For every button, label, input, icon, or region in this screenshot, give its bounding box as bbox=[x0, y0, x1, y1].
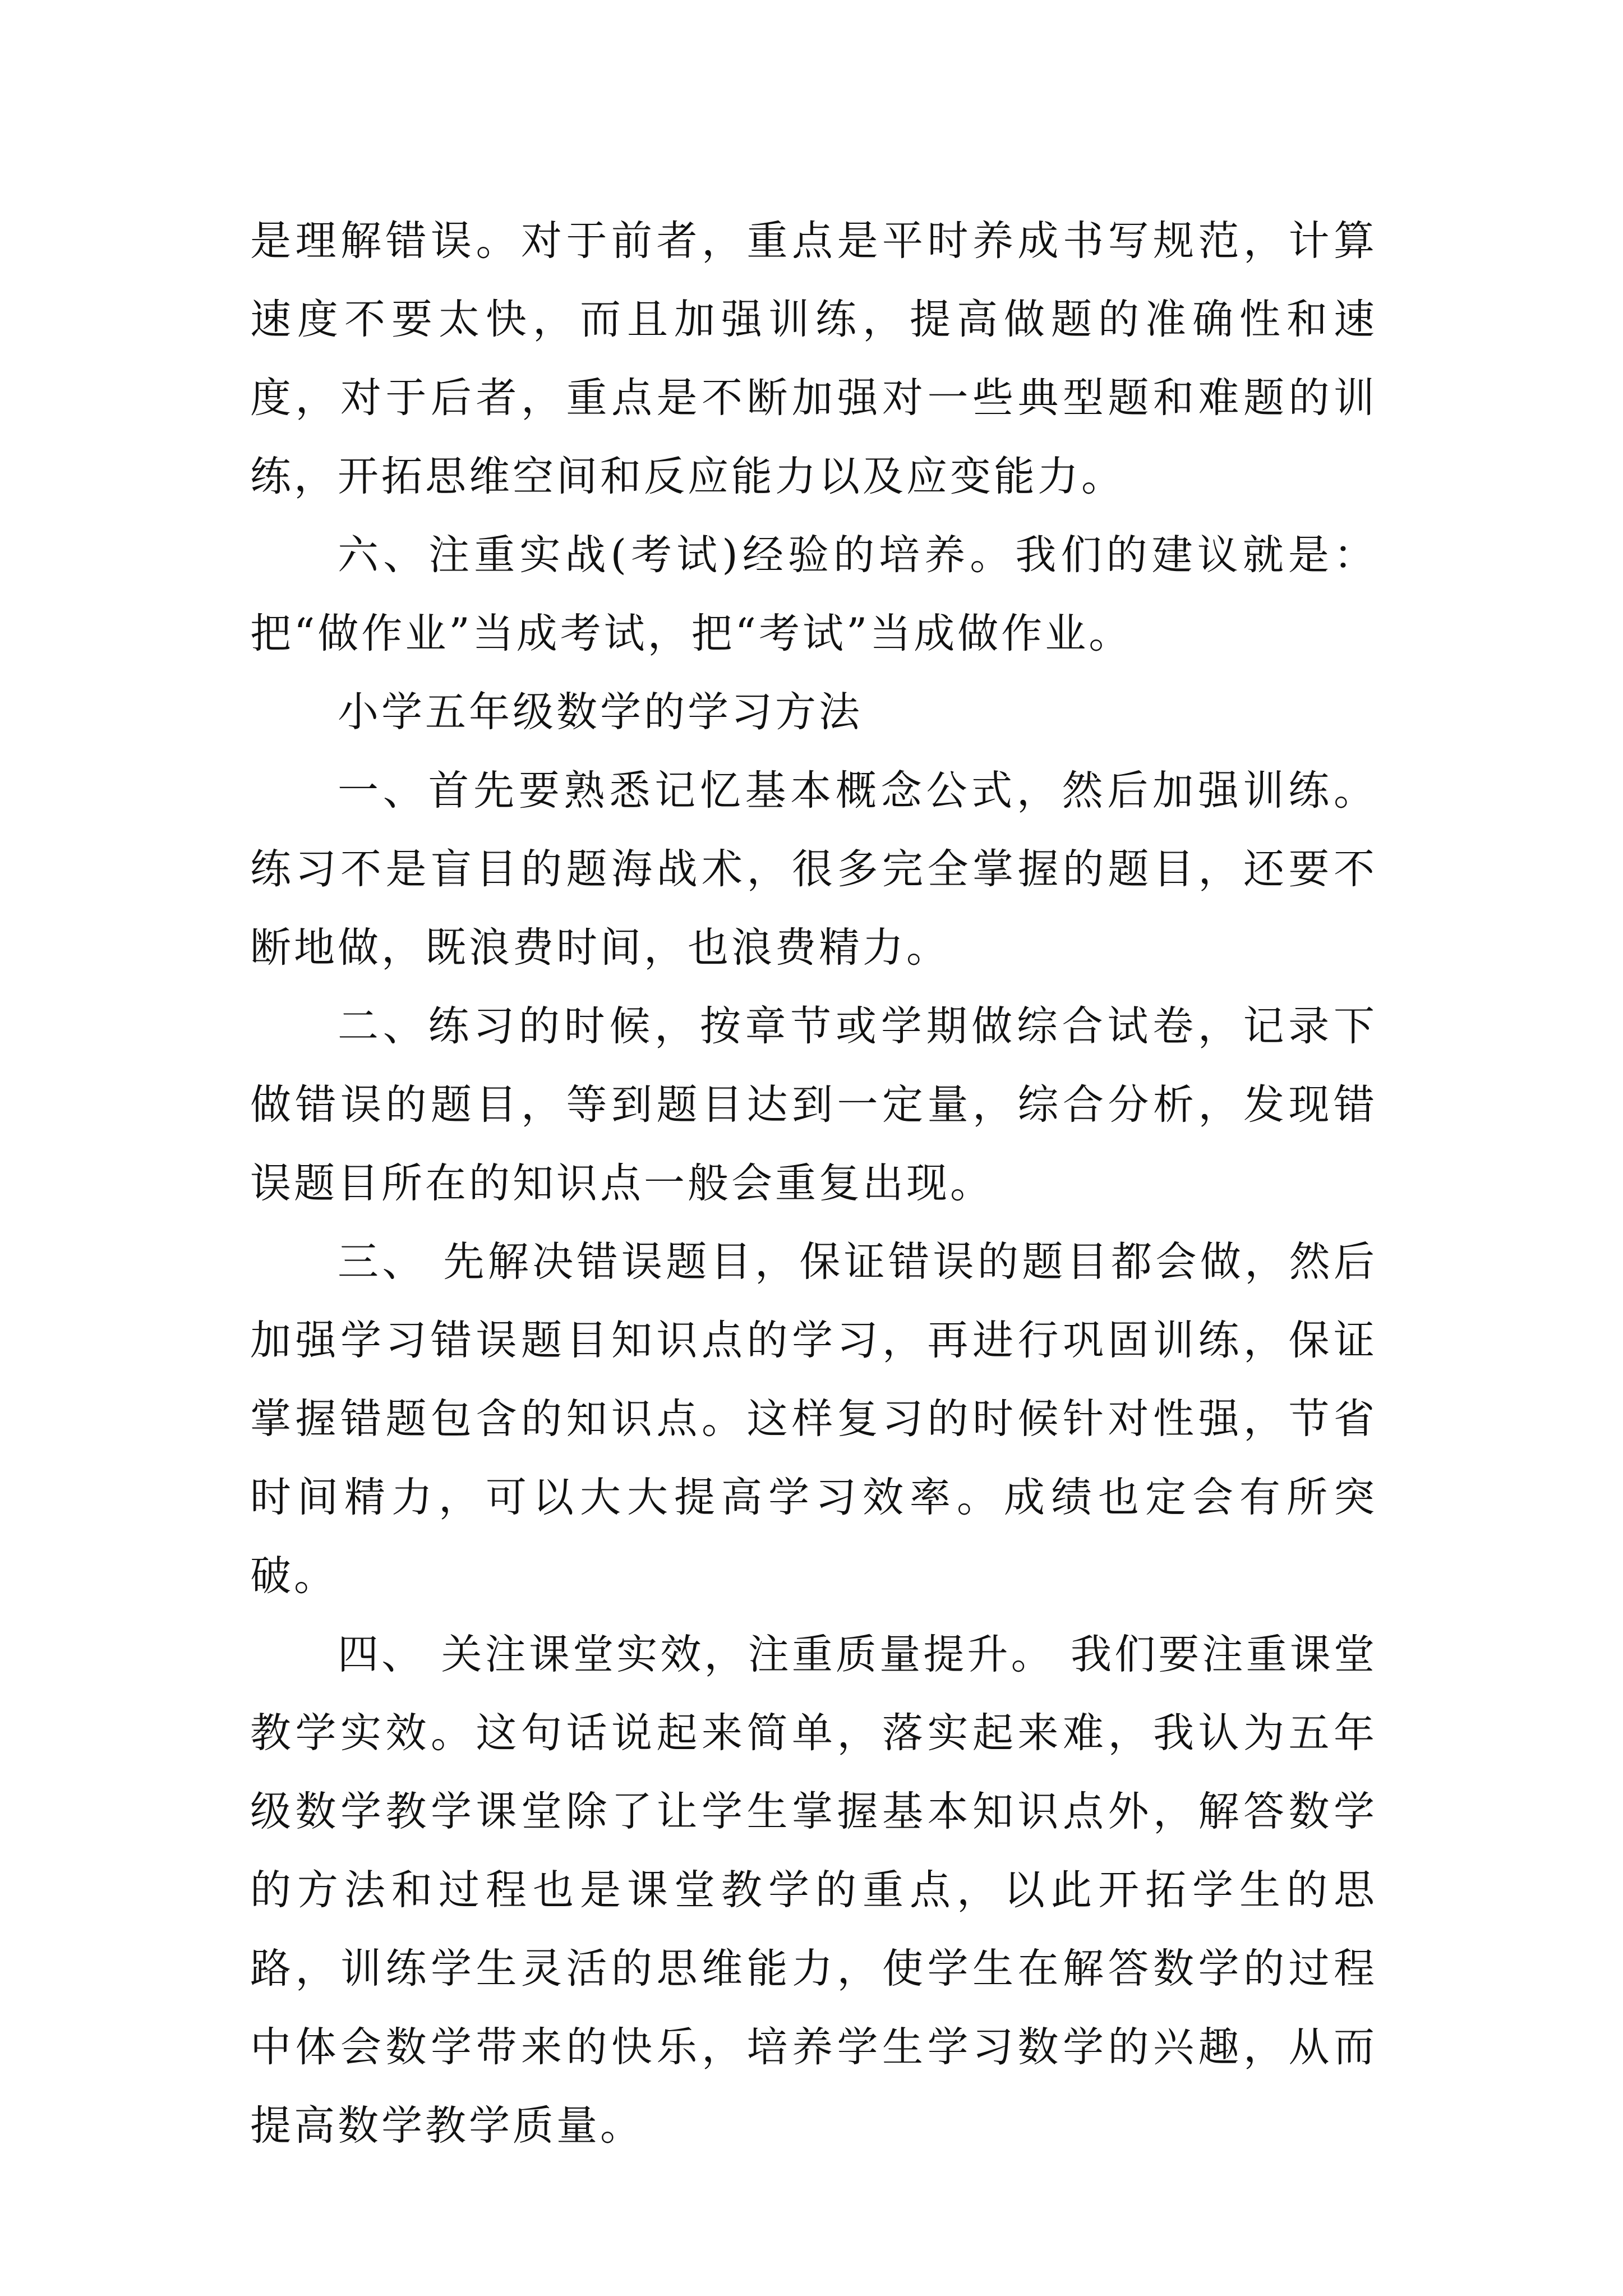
paragraph-point-six: 六、注重实战(考试)经验的培养。我们的建议就是：把“做作业”当成考试，把“考试”当成做作业。 bbox=[250, 531, 1377, 657]
paragraph-point-four: 四、 关注课堂实效，注重质量提升。 我们要注重课堂教学实效。这句话说起来简单，落实起来难，我认为五年级数学教学课堂除了让学生掌握基本知识点外，解答数学的方法和过程也是课堂教学的重点，以此开拓学生的思路，训练学生灵活的思维能力，使学生在解答数学的过程中体会数学带来的快乐，培养学生学习数学的兴趣，从而提高数学教学质量。 bbox=[250, 1631, 1377, 2150]
paragraph-continuation: 是理解错误。对于前者，重点是平时养成书写规范，计算速度不要太快，而且加强训练，提高做题的准确性和速度，对于后者，重点是不断加强对一些典型题和难题的训练，开拓思维空间和反应能力以及应变能力。 bbox=[250, 217, 1377, 500]
paragraph-point-three: 三、 先解决错误题目，保证错误的题目都会做，然后加强学习错误题目知识点的学习，再进行巩固训练，保证掌握错题包含的知识点。这样复习的时候针对性强，节省时间精力，可以大大提高学习效率。成绩也定会有所突破。 bbox=[250, 1238, 1377, 1600]
paragraph-point-two: 二、练习的时候，按章节或学期做综合试卷，记录下做错误的题目，等到题目达到一定量，综合分析，发现错误题目所在的知识点一般会重复出现。 bbox=[250, 1002, 1377, 1207]
document-body bbox=[250, 202, 1377, 2165]
paragraph-point-one: 一、首先要熟悉记忆基本概念公式，然后加强训练。练习不是盲目的题海战术，很多完全掌握的题目，还要不断地做，既浪费时间，也浪费精力。 bbox=[250, 767, 1377, 972]
section-heading: 小学五年级数学的学习方法 bbox=[338, 688, 863, 736]
